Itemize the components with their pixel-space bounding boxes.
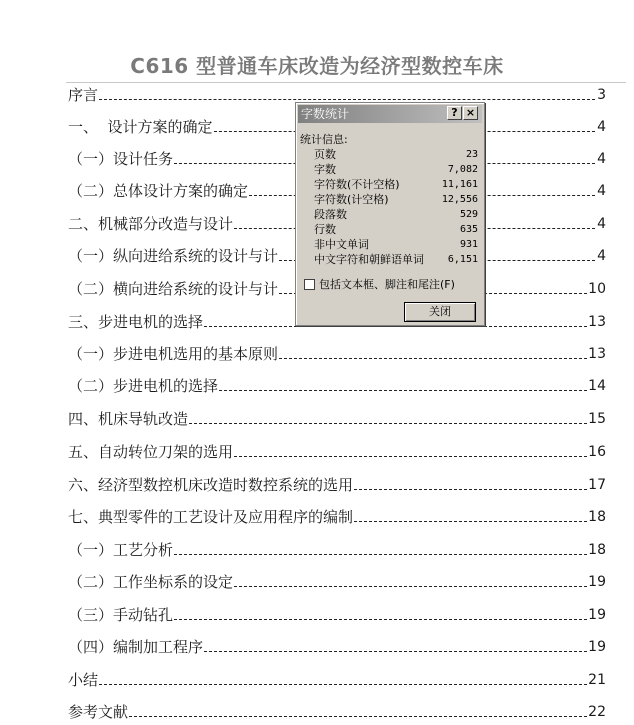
toc-leader	[174, 554, 587, 555]
stat-label: 行数	[314, 223, 336, 236]
toc-page: 10	[588, 281, 606, 297]
help-button[interactable]: ?	[447, 106, 462, 120]
document-title: C616 型普通车床改造为经济型数控车床	[130, 54, 504, 78]
word-count-dialog	[295, 102, 485, 326]
stat-label: 非中文单词	[314, 238, 369, 251]
stat-label: 字符数(计空格)	[314, 193, 389, 206]
toc-leader	[234, 586, 587, 587]
toc-page: 3	[597, 87, 606, 103]
toc-page: 13	[588, 314, 606, 330]
toc-entry[interactable]	[68, 569, 606, 591]
stat-label: 字数	[314, 163, 336, 176]
toc-leader	[354, 521, 587, 522]
toc-leader	[129, 716, 587, 717]
stat-row	[314, 148, 478, 162]
toc-label: 四、机床导轨改造	[68, 410, 189, 428]
toc-page: 17	[588, 477, 606, 493]
stat-value: 6,151	[447, 254, 478, 265]
toc-entry[interactable]	[68, 82, 606, 104]
toc-leader	[204, 326, 587, 327]
toc-page: 18	[588, 509, 606, 525]
stat-label: 字符数(不计空格)	[314, 178, 400, 191]
stat-value: 12,556	[441, 194, 478, 205]
stat-row	[314, 238, 478, 252]
stat-value: 11,161	[441, 179, 478, 190]
include-notes-checkbox[interactable]	[304, 279, 315, 290]
toc-entry[interactable]	[68, 634, 606, 656]
stat-value: 7,082	[447, 164, 478, 175]
toc-label: 五、自动转位刀架的选用	[68, 443, 234, 461]
toc-label: （一）步进电机选用的基本原则	[68, 345, 279, 363]
include-notes-option[interactable]	[304, 276, 455, 292]
toc-entry[interactable]	[68, 537, 606, 559]
toc-leader	[189, 423, 587, 424]
toc-label: （一）工艺分析	[68, 541, 174, 559]
toc-label: 三、步进电机的选择	[68, 313, 204, 331]
stat-row	[314, 223, 478, 237]
toc-page: 18	[588, 542, 606, 558]
toc-entry[interactable]	[68, 472, 606, 494]
toc-label: （二）总体设计方案的确定	[68, 182, 249, 200]
close-icon[interactable]: ×	[463, 106, 478, 120]
toc-label: （一）纵向进给系统的设计与计	[68, 247, 279, 265]
toc-page: 19	[588, 574, 606, 590]
toc-entry[interactable]	[68, 439, 606, 461]
toc-leader	[354, 489, 587, 490]
toc-label: 小结	[68, 671, 99, 689]
stat-value: 23	[465, 149, 478, 160]
toc-leader	[99, 684, 587, 685]
toc-page: 4	[597, 119, 606, 135]
stat-label: 页数	[314, 148, 336, 161]
toc-page: 4	[597, 216, 606, 232]
toc-page: 15	[588, 411, 606, 427]
stat-row	[314, 178, 478, 192]
toc-leader	[174, 619, 587, 620]
toc-entry[interactable]	[68, 699, 606, 721]
toc-label: 序言	[68, 86, 99, 104]
toc-label: （二）步进电机的选择	[68, 377, 219, 395]
toc-label: 参考文献	[68, 703, 129, 721]
toc-page: 13	[588, 346, 606, 362]
close-button[interactable]: 关闭	[404, 302, 476, 322]
toc-page: 16	[588, 444, 606, 460]
toc-label: 六、经济型数控机床改造时数控系统的选用	[68, 476, 354, 494]
toc-page: 4	[597, 248, 606, 264]
stat-value: 529	[459, 209, 478, 220]
toc-label: 一、 设计方案的确定	[68, 118, 213, 136]
toc-label: （二）工作坐标系的设定	[68, 573, 234, 591]
toc-entry[interactable]	[68, 341, 606, 363]
stat-label: 中文字符和朝鲜语单词	[314, 253, 424, 266]
toc-leader	[99, 99, 595, 100]
toc-entry[interactable]	[68, 602, 606, 624]
toc-page: 4	[597, 151, 606, 167]
toc-page: 19	[588, 607, 606, 623]
toc-entry[interactable]	[68, 504, 606, 526]
toc-entry[interactable]	[68, 373, 606, 395]
include-notes-label: 包括文本框、脚注和尾注(F)	[319, 278, 455, 291]
stat-value: 931	[459, 239, 478, 250]
toc-leader	[219, 390, 587, 391]
toc-label: （四）编制加工程序	[68, 638, 204, 656]
toc-label: （三）手动钻孔	[68, 606, 174, 624]
toc-leader	[204, 651, 587, 652]
stat-value: 635	[459, 224, 478, 235]
stat-row	[314, 208, 478, 222]
toc-label: 二、机械部分改造与设计	[68, 215, 234, 233]
toc-entry[interactable]	[68, 667, 606, 689]
toc-page: 21	[588, 672, 606, 688]
toc-page: 14	[588, 378, 606, 394]
toc-entry[interactable]	[68, 406, 606, 428]
stat-row	[314, 163, 478, 177]
stat-row	[314, 193, 478, 207]
toc-label: （二）横向进给系统的设计与计	[68, 280, 279, 298]
toc-label: （一）设计任务	[68, 150, 174, 168]
stats-section-label: 统计信息:	[300, 133, 348, 146]
toc-label: 七、典型零件的工艺设计及应用程序的编制	[68, 508, 354, 526]
toc-page: 19	[588, 639, 606, 655]
stat-row	[314, 253, 478, 267]
toc-page: 4	[597, 183, 606, 199]
stat-label: 段落数	[314, 208, 347, 221]
toc-leader	[279, 358, 587, 359]
toc-page: 22	[588, 704, 606, 720]
dialog-title: 字数统计	[301, 107, 350, 121]
toc-leader	[234, 456, 587, 457]
